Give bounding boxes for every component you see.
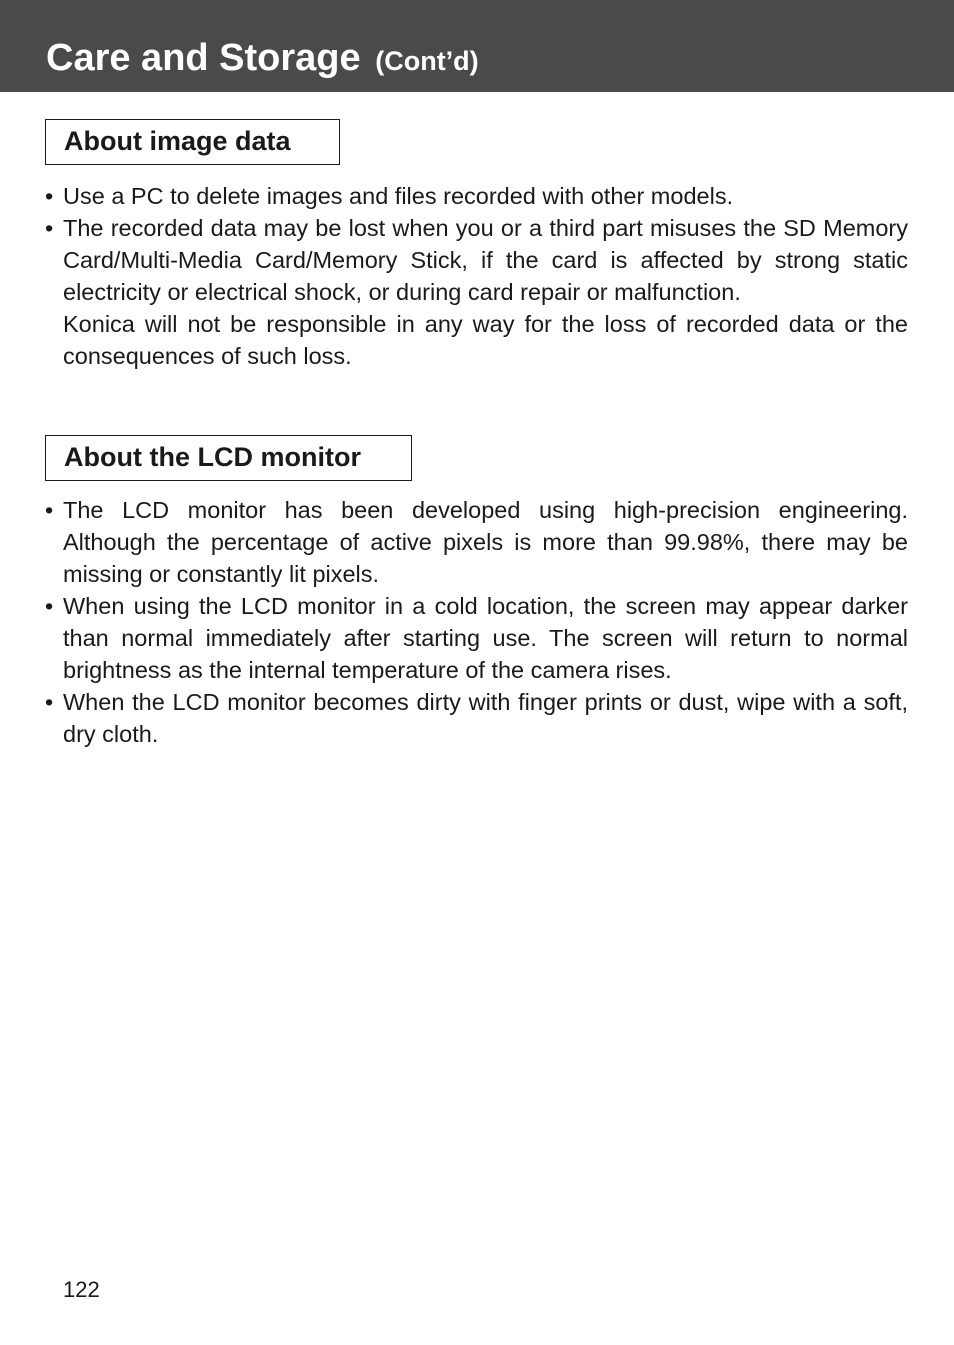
list-item-text: When using the LCD monitor in a cold location, the screen may appear darker than normal immediately after starting use. The screen will return to normal brightness as the internal temperature of the camera rises.: [63, 593, 908, 683]
list-item-text: Use a PC to delete images and files recorded with other models.: [63, 183, 734, 209]
page-title-continued: (Cont’d): [375, 46, 479, 76]
list-item-text: The recorded data may be lost when you or a third part misuses the SD Memory Card/Multi-Media Card/Memory Stick, if the card is affected by strong static electricity or electrical shock, or during card repair or malfunction.: [63, 215, 908, 305]
bullet-glyph: •: [45, 593, 54, 619]
bullet-list-image-data: [45, 180, 908, 372]
section-heading-lcd-monitor: About the LCD monitor: [45, 435, 412, 481]
bullet-list-lcd-monitor: [45, 494, 908, 750]
section-heading-image-data: About image data: [45, 119, 340, 165]
bullet-glyph: •: [45, 183, 54, 209]
list-item-text: The LCD monitor has been developed using high-precision engineering. Although the percentage of active pixels is more than 99.98%, there may be missing or constantly lit pixels.: [63, 497, 908, 587]
bullet-glyph: •: [45, 497, 54, 523]
list-item: [45, 686, 908, 750]
list-item-text-continued: Konica will not be responsible in any way for the loss of recorded data or the consequences of such loss.: [63, 311, 908, 369]
bullet-glyph: •: [45, 689, 54, 715]
list-item-text: When the LCD monitor becomes dirty with finger prints or dust, wipe with a soft, dry cloth.: [63, 689, 908, 747]
page-number: 122: [63, 1277, 100, 1302]
list-item: [45, 180, 908, 212]
list-item: [45, 590, 908, 686]
page-header: [0, 0, 954, 92]
page-title-text: Care and Storage: [46, 37, 361, 79]
bullet-glyph: •: [45, 215, 54, 241]
list-item: [45, 212, 908, 372]
page-title: [46, 36, 479, 83]
list-item: [45, 494, 908, 590]
